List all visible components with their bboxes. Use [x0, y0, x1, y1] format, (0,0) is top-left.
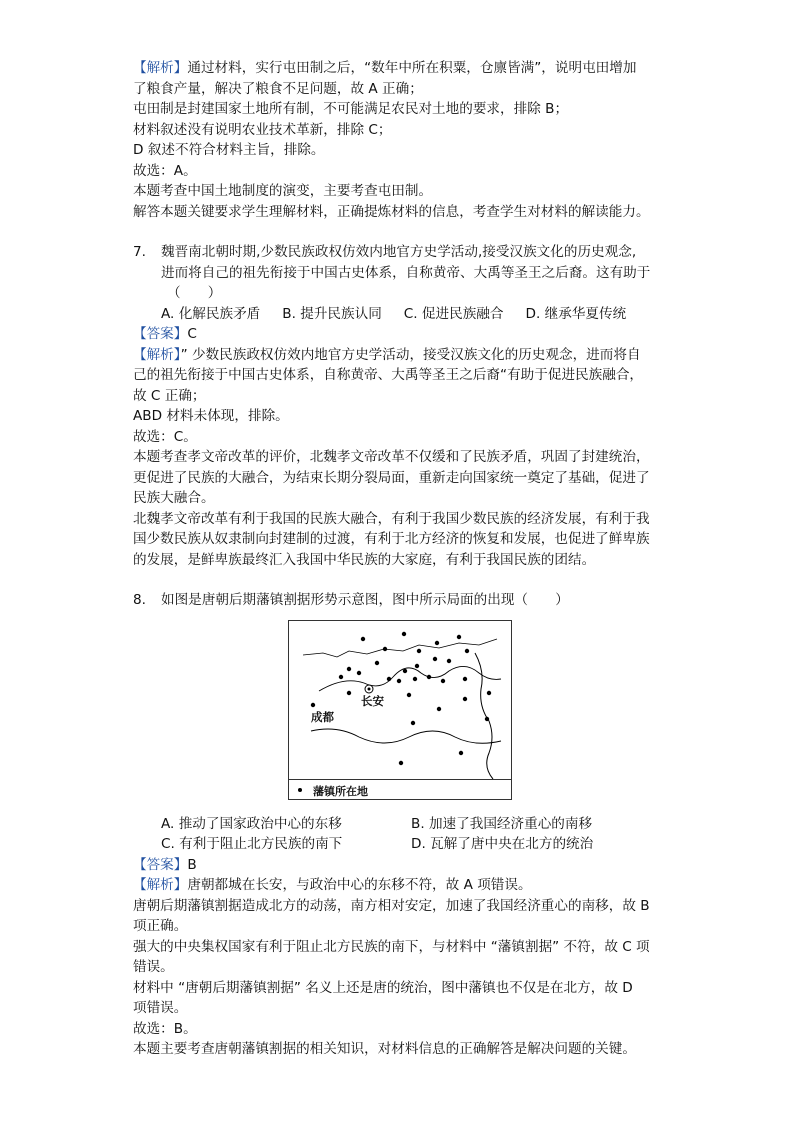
analysis-line: 故选：A。 — [133, 162, 197, 179]
analysis-line: 屯田制是封建国家土地所有制，不可能满足农民对土地的要求，排除 B； — [133, 101, 569, 117]
fanzhen-dot — [361, 636, 365, 640]
option-a: A. 化解民族矛盾 — [161, 305, 261, 322]
fanzhen-dot — [435, 640, 439, 644]
fanzhen-dot — [459, 750, 463, 754]
analysis-line: 故选：C。 — [133, 428, 197, 445]
stem-line: （ ） — [167, 285, 222, 301]
fanzhen-dot — [411, 720, 415, 724]
q7-section — [133, 242, 661, 570]
analysis-tag: 【解析】 — [133, 877, 188, 893]
fanzhen-dot — [311, 702, 315, 706]
option-d: D. 继承华夏传统 — [525, 305, 627, 322]
analysis-line: 故 C 正确； — [133, 387, 206, 404]
fanzhen-dot — [399, 760, 403, 764]
fanzhen-dot — [433, 656, 437, 660]
analysis-line: 己的祖先衔接于中国古史体系，自称黄帝、大禹等圣王之后裔“有助于促进民族融合， — [133, 367, 644, 383]
fanzhen-dot — [447, 658, 451, 662]
analysis-line: 了粮食产量，解决了粮食不足问题，故 A 正确； — [133, 80, 423, 97]
label-chengdu: 成都 — [311, 709, 334, 724]
fanzhen-dot — [357, 670, 361, 674]
answer-tag: 【答案】 — [133, 856, 188, 873]
question-number: 8. — [133, 592, 146, 608]
stem-line: 如图是唐朝后期藩镇割据形势示意图，图中所示局面的出现（ ） — [161, 592, 569, 608]
fanzhen-dot — [397, 678, 401, 682]
analysis-line: 民族大融合。 — [133, 490, 215, 506]
legend-label: 藩镇所在地 — [313, 784, 368, 798]
fanzhen-dot — [347, 666, 351, 670]
question-stem — [133, 590, 661, 611]
analysis-line: 本题考查孝文帝改革的评价，北魏孝文帝改革不仅缓和了民族矛盾，巩固了封建统治， — [133, 449, 650, 465]
fanzhen-dot — [413, 676, 417, 680]
analysis-tag: 【解析】 — [133, 346, 181, 363]
answer-value: B — [187, 856, 197, 873]
fanzhen-dot — [465, 648, 469, 652]
tang-fanzhen-map — [288, 620, 512, 800]
label-changan: 长安 — [361, 693, 384, 708]
fanzhen-dot — [463, 696, 467, 700]
fanzhen-dot — [403, 668, 407, 672]
analysis-line: 解答本题关键要求学生理解材料，正确提炼材料的信息，考查学生对材料的解读能力。 — [133, 203, 650, 220]
capital-symbol-center — [368, 687, 371, 690]
question-stem — [133, 242, 661, 304]
analysis-line: 唐朝都城在长安，与政治中心的东移不符，故 A 项错误。 — [187, 877, 532, 893]
option-c: C. 促进民族融合 — [403, 305, 504, 322]
fanzhen-dot — [415, 663, 419, 667]
stem-line: 进而将自己的祖先衔接于中国古史体系，自称黄帝、大禹等圣王之后裔。这有助于 — [161, 264, 651, 281]
option-d: D. 瓦解了唐中央在北方的统治 — [411, 836, 594, 852]
option-c: C. 有利于阻止北方民族的南下 — [161, 836, 343, 852]
boundary-line — [303, 639, 497, 657]
analysis-line: 强大的中央集权国家有利于阻止北方民族的南下，与材料中 “藩镇割据” 不符，故 C 项 — [133, 938, 650, 955]
analysis-line: 的发展，是鲜卑族最终汇入我国中华民族的大家庭，有利于我国民族的团结。 — [133, 551, 596, 568]
fanzhen-dot — [387, 676, 391, 680]
analysis-line: 国少数民族从奴隶制向封建制的过渡，有利于北方经济的恢复和发展，也促进了鲜卑族 — [133, 531, 650, 547]
analysis-line: 本题主要考查唐朝藩镇割据的相关知识，对材料信息的正确解答是解决问题的关键。 — [133, 1041, 636, 1057]
legend-dot — [298, 788, 302, 792]
fanzhen-dot — [487, 690, 491, 694]
analysis-line: ” 少数民族政权仿效内地官方史学活动，接受汉族文化的历史观念，进而将自 — [180, 346, 641, 363]
fanzhen-dot — [347, 690, 351, 694]
document-page — [133, 58, 661, 1060]
question-number: 7. — [133, 244, 146, 260]
analysis-tag: 【解析】 — [133, 60, 188, 76]
fanzhen-dot — [463, 676, 467, 680]
fanzhen-dot — [417, 648, 421, 652]
answer-tag: 【答案】 — [133, 326, 188, 342]
analysis-line: 错误。 — [133, 959, 174, 975]
option-b: B. 加速了我国经济重心的南移 — [411, 815, 593, 832]
yangtze-river — [311, 729, 501, 743]
fanzhen-dot — [339, 674, 343, 678]
options-row — [133, 304, 661, 325]
stem-line: 魏晋南北朝时期,少数民族政权仿效内地官方史学活动,接受汉族文化的历史观念, — [161, 244, 637, 260]
options-grid — [133, 814, 661, 855]
fanzhen-dot — [441, 678, 445, 682]
analysis-line: 项正确。 — [133, 918, 188, 934]
fanzhen-dot — [437, 706, 441, 710]
option-b: B. 提升民族认同 — [282, 305, 382, 322]
q6-section — [133, 58, 661, 222]
analysis-line: 唐朝后期藩镇割据造成北方的动荡，南方相对安定，加速了我国经济重心的南移，故 B — [133, 897, 650, 914]
analysis-line: 更促进了民族的大融合，为结束长期分裂局面，重新走向国家统一奠定了基础，促进了 — [133, 469, 650, 486]
analysis-line: 项错误。 — [133, 1000, 188, 1016]
map-legend — [289, 779, 511, 799]
fanzhen-dot — [383, 646, 387, 650]
fanzhen-dot — [427, 674, 431, 678]
analysis-line: D 叙述不符合材料主旨，排除。 — [133, 142, 325, 158]
analysis-line: 材料叙述没有说明农业技术革新，排除 C； — [133, 121, 392, 138]
analysis-line: 通过材料，实行屯田制之后，“数年中所在积粟，仓廪皆满”，说明屯田增加 — [187, 60, 637, 76]
fanzhen-dot — [485, 716, 489, 720]
yellow-river — [319, 666, 501, 691]
analysis-line: 故选：B。 — [133, 1020, 197, 1037]
fanzhen-dot — [457, 634, 461, 638]
fanzhen-dot — [407, 692, 411, 696]
q8-section — [133, 590, 661, 1060]
fanzhen-dot — [375, 660, 379, 664]
analysis-line: ABD 材料未体现，排除。 — [133, 408, 289, 424]
answer-value: C — [187, 326, 197, 342]
analysis-line: 北魏孝文帝改革有利于我国的民族大融合，有利于我国少数民族的经济发展，有利于我 — [133, 510, 650, 527]
option-a: A. 推动了国家政治中心的东移 — [161, 815, 342, 832]
analysis-line: 材料中 “唐朝后期藩镇割据” 名义上还是唐的统治，图中藩镇也不仅是在北方，故 D — [133, 979, 633, 996]
fanzhen-dot — [402, 631, 406, 635]
analysis-line: 本题考查中国土地制度的演变，主要考查屯田制。 — [133, 183, 433, 199]
